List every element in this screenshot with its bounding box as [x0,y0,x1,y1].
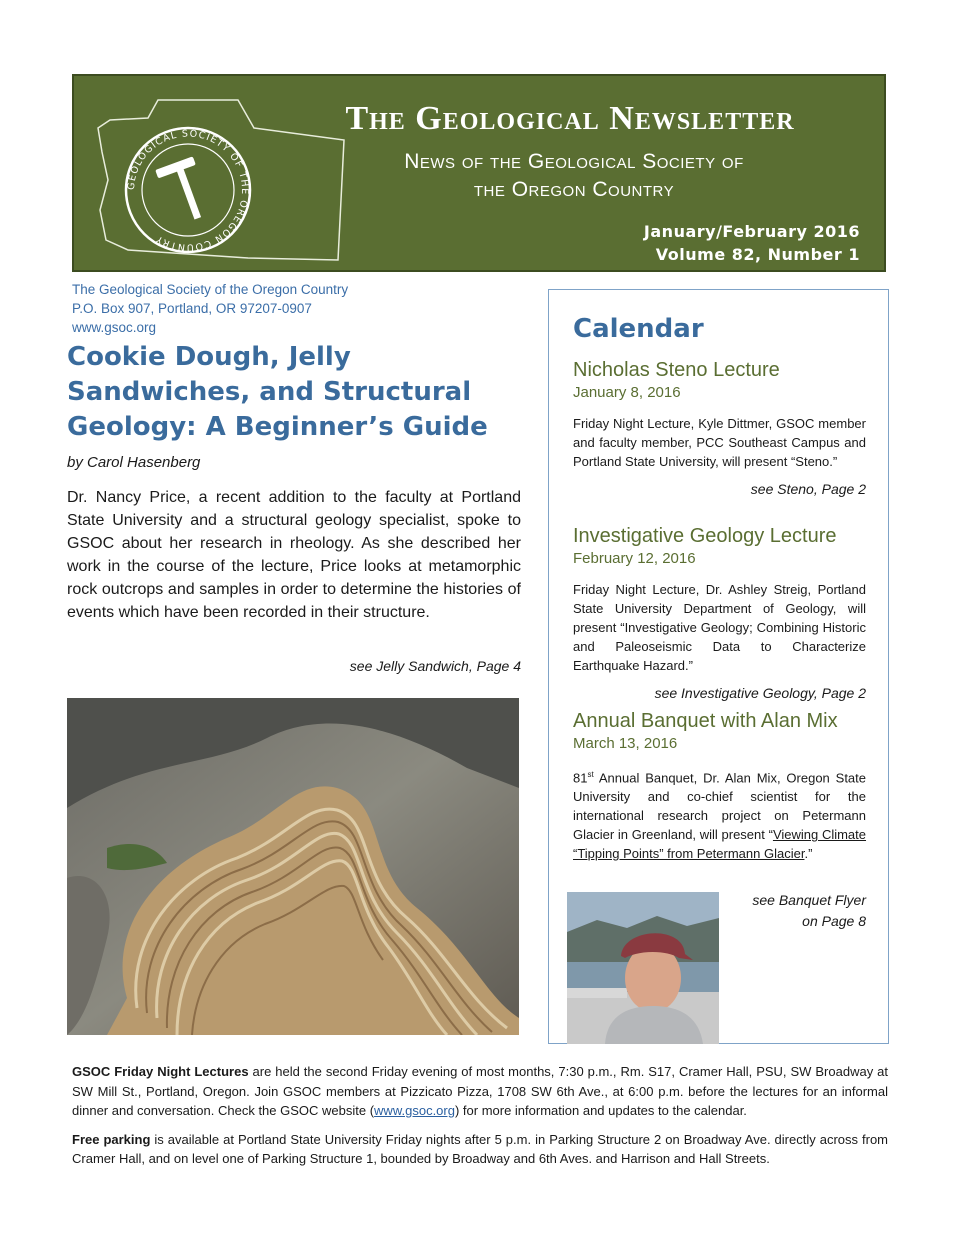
article-byline: by Carol Hasenberg [67,454,201,471]
subtitle-line-2: the Oregon Country [473,178,675,201]
footer-parking-text: is available at Portland State University Friday nights after 5 p.m. in Parking Structure 2 on Broadway Ave. directly across from Cramer Hall, and on level one of Parking Structure 1, bounded by Broadway and 6th Aves. and Harrison and Hall Streets. [72,1131,889,1166]
calendar-event-investigative-geology [573,524,866,701]
alan-mix-portrait-photo [567,892,719,1044]
hammer-icon [155,156,213,226]
event-title: Annual Banquet with Alan Mix [573,710,838,732]
event-date: January 8, 2016 [573,384,681,401]
newsletter-title: The Geological Newsletter [345,100,795,137]
article-headline: Cookie Dough, Jelly Sandwiches, and Structural Geology: A Beginner’s Guide [67,342,488,442]
article-jump-link: see Jelly Sandwich, Page 4 [349,658,521,674]
calendar-box [548,289,889,1044]
flyer-jump-line-2: on Page 8 [802,913,866,929]
address-line-name: The Geological Society of the Oregon Country [72,282,349,297]
calendar-event-annual-banquet [573,709,866,863]
issue-date: January/February 2016 [643,222,860,241]
address-line-po-box: P.O. Box 907, Portland, OR 97207-0907 [72,301,312,316]
article-lede: Dr. Nancy Price, a recent addition to the faculty at Portland State University and a structural geology specialist, spoke to GSOC about her research in rheology. As she described her work in the course of the lecture, Price looks at metamorphic rock outcrops and samples in order to determine the histories of events which have been recorded in their structure. [67,489,521,621]
society-address [72,280,348,337]
masthead-banner [72,74,886,272]
event-title: Investigative Geology Lecture [573,525,837,547]
footer-lectures-text-b: ) for more information and updates to the calendar. [454,1103,747,1118]
newsletter-subtitle [314,148,834,204]
calendar-event-steno [573,358,866,497]
event-description-pre: Annual Banquet, Dr. Alan Mix, Oregon State University and co-chief scientist for the international research project on Petermann Glacier in Greenland, will present “ [573,770,866,843]
event-description: Friday Night Lecture, Dr. Ashley Streig, Portland State University Department of Geology, will present “Investigative Geology; Combining Historic and Paleoseismic Data to Characterize Earthquake Hazard.” [573,582,866,673]
footer-website-link[interactable]: www.gsoc.org [374,1103,455,1118]
footer-parking-heading: Free parking [72,1131,151,1147]
event-ordinal-suffix: st [587,770,594,779]
event-jump-link: see Investigative Geology, Page 2 [654,685,866,701]
footer-lectures-text-a: are held the second Friday evening of most months, 7:30 p.m., Rm. S17, Cramer Hall, PSU, SW Broadway at SW Mill St., Portland, Oregon. Join GSOC members at Pizzicato Pizza, 1708 SW 6th Ave., at 6:00 p.m. before the lectures for an informal dinner and conversation. Check the GSOC website ( [72,1064,888,1118]
event-jump-link: see Steno, Page 2 [750,481,866,497]
seal-ring-text: GEOLOGICAL SOCIETY OF THE OREGON COUNTRY [125,128,251,253]
calendar-title: Calendar [573,314,704,344]
event-description [573,765,866,863]
flyer-jump-line-1: see Banquet Flyer [752,892,866,908]
event-date: February 12, 2016 [573,550,696,567]
event-ordinal-number: 81 [573,770,588,786]
footer-parking-paragraph [72,1130,888,1169]
event-talk-title-link[interactable]: Viewing Climate “Tipping Points” from Petermann Glacier [573,827,867,862]
issue-volume: Volume 82, Number 1 [655,245,860,264]
subtitle-line-1: News of the Geological Society of [404,150,744,173]
footer-info [72,1062,888,1178]
issue-info [644,220,860,266]
event-date: March 13, 2016 [573,735,678,752]
event-description-post: .” [804,846,813,862]
event-title: Nicholas Steno Lecture [573,359,780,381]
folded-rock-photo [67,698,519,1035]
event-description: Friday Night Lecture, Kyle Dittmer, GSOC member and faculty member, PCC Southeast Campus and Portland State University, will present “Steno.” [573,416,866,469]
banquet-flyer-jump [752,890,866,932]
address-line-website[interactable]: www.gsoc.org [72,320,157,335]
footer-lectures-heading: GSOC Friday Night Lectures [72,1064,249,1079]
footer-lectures-paragraph [72,1062,888,1121]
